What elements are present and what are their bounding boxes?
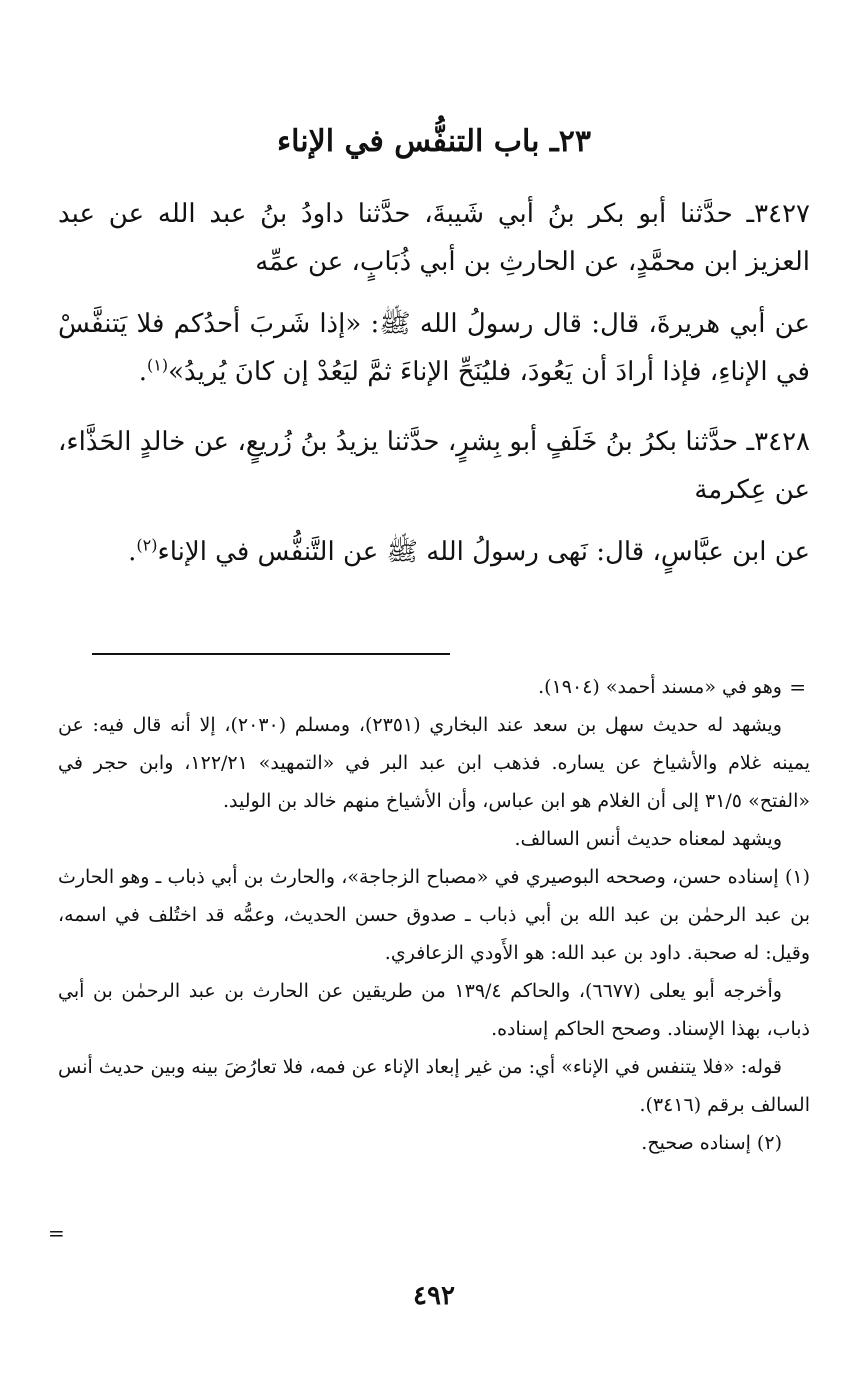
footnote-ref-1: (١): [147, 355, 169, 375]
hadith-3427-text: عن أبي هريرةَ، قال: قال رسولُ الله ﷺ: «إذا شَربَ أحدُكم فلا يَتنفَّسْ في الإناءِ، فإذا أرادَ أن يَعُودَ، فليُنَحِّ الإناءَ ثمَّ ليَعُدْ إن كانَ يُريدُ»: [58, 309, 810, 387]
footnote-line: ويشهد لمعناه حديث أنس السالف.: [514, 828, 782, 850]
footnote-line: ويشهد له حديث سهل بن سعد عند البخاري (٢٣٥١)، ومسلم (٢٠٣٠)، إلا أنه قال فيه: عن يمينه غلام والأشياخ عن يساره. فذهب ابن عبد البر في «التمهيد» ١٢٢/٢١، وابن حجر في «الفتح» ٣١/٥ إلى أن الغلام هو ابن عباس، وأن الأشياخ منهم خالد بن الوليد.: [58, 714, 810, 812]
hadith-3427-matn: [58, 300, 810, 396]
hadith-3428-end: .: [128, 537, 137, 567]
main-text: [58, 190, 810, 598]
page-number: ٤٩٢: [413, 1281, 455, 1311]
hadith-3427-isnad: ٣٤٢٧ـ حدَّثنا أبو بكر بنُ أبي شَيبةَ، حدَّثنا داودُ بنُ عبد الله عن عبد العزيز ابن محمَّدٍ، عن الحارثِ بن أبي ذُبَابٍ، عن عمِّه: [58, 199, 810, 277]
footnotes: [58, 668, 810, 1162]
footnote-2: (٢) إسناده صحيح.: [641, 1132, 782, 1154]
footnote-line: قوله: «فلا يتنفس في الإناء» أي: من غير إبعاد الإناء عن فمه، فلا تعارُضَ بينه وبين حديث أنس السالف برقم (٣٤١٦).: [58, 1056, 810, 1116]
footnote-separator: [92, 653, 450, 655]
hadith-3428-isnad: ٣٤٢٨ـ حدَّثنا بكرُ بنُ خَلَفٍ أبو بِشرٍ، حدَّثنا يزيدُ بنُ زُريعٍ، عن خالدٍ الحَذَّاء، عن عِكرمة: [58, 427, 810, 505]
chapter-title: ٢٣ـ باب التنفُّس في الإناء: [277, 124, 591, 159]
hadith-3428-matn: [58, 528, 810, 576]
footnote-continues-marker: =: [48, 1221, 65, 1245]
footnote-line: وهو في «مسند أحمد» (١٩٠٤).: [538, 676, 782, 698]
footnote-ref-2: (٢): [136, 535, 158, 555]
footnote-1: (١) إسناده حسن، وصححه البوصيري في «مصباح الزجاجة»، والحارث بن أبي ذباب ـ وهو الحارث بن عبد الرحمٰن بن عبد الله بن أبي ذباب ـ صدوق حسن الحديث، وعمُّه قد اختُلف في اسمه، وقيل: له صحبة. داود بن عبد الله: هو الأَودي الزعافري.: [58, 866, 810, 964]
footnote-continuation-marker: =: [789, 675, 806, 699]
hadith-3427-end: .: [138, 357, 148, 387]
hadith-3428-text: عن ابن عبَّاسٍ، قال: نَهى رسولُ الله ﷺ عن التَّنفُّس في الإناء: [157, 537, 810, 567]
footnote-line: وأخرجه أبو يعلى (٦٦٧٧)، والحاكم ١٣٩/٤ من طريقين عن الحارث بن عبد الرحمٰن بن أبي ذباب، بهذا الإسناد. وصحح الحاكم إسناده.: [58, 980, 810, 1040]
